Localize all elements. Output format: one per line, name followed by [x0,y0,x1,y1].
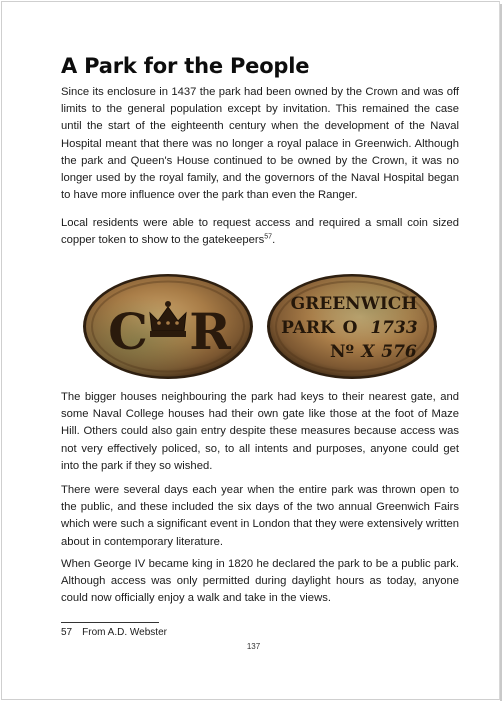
footnote-text: From A.D. Webster [82,627,167,638]
token-text-line-3-prefix: Nº [329,342,355,362]
document-page [1,1,500,700]
token-cipher-right: R [189,302,231,361]
token-text-line-2-numeral: O [342,318,358,338]
token-greenwich-park-svg [266,273,438,380]
token-text-line-3-numeral: X [361,342,375,362]
token-text-line-2-year: 1733 [370,318,418,338]
footnote-divider [61,622,159,623]
paragraph-5: When George IV became king in 1820 he declared the park to be a public park. Although access was only permitted during daylight hours as today, anyone could now officially enjoy a walk and take in the views. [61,558,459,605]
token-text-line-1: GREENWICH [290,294,418,314]
paragraph-2-text: Local residents were able to request access and required a small coin sized copper token to show to the gatekeepers [61,217,459,247]
paragraph-2 [61,215,459,249]
paragraph-3: The bigger houses neighbouring the park had keys to their nearest gate, and some Naval College houses had their own gate like those at the foot of Maze Hill. Others could also gain entry despite these measures because access was not very effectively policed, so, to all intents and purposes, anyone could get into the park if they so wished. [61,391,459,472]
page-number: 137 [246,642,261,651]
paragraph-2-suffix: . [272,234,276,247]
paragraph-4: There were several days each year when the entire park was thrown open to the public, and these included the six days of the two annual Greenwich Fairs which were such a significant event in London that they were extensively written about in contemporary literature. [61,484,459,548]
token-image-greenwich-park [266,273,438,380]
page-title: A Park for the People [61,54,310,78]
footnote [61,627,167,638]
token-crown-cipher-svg [82,273,254,380]
token-text-line-3-number: 576 [381,342,417,362]
footnote-number: 57 [61,627,73,638]
token-cipher-left: C [108,302,148,361]
token-text-line-2: PARK [281,318,335,338]
token-image-crown-cipher [82,273,254,380]
paragraph-1: Since its enclosure in 1437 the park had been owned by the Crown and was off limits to the general population except by invitation. This remained the case until the start of the eighteenth century when the development of the Naval Hospital meant that there was no longer a royal palace in Greenwich. Although the park and Queen's House continued to be owned by the Crown, it was no longer used by the royal family, and the governors of the Naval Hospital began to have more influence over the park than even the Ranger. [61,86,459,202]
footnote-reference[interactable]: 57 [264,233,273,241]
